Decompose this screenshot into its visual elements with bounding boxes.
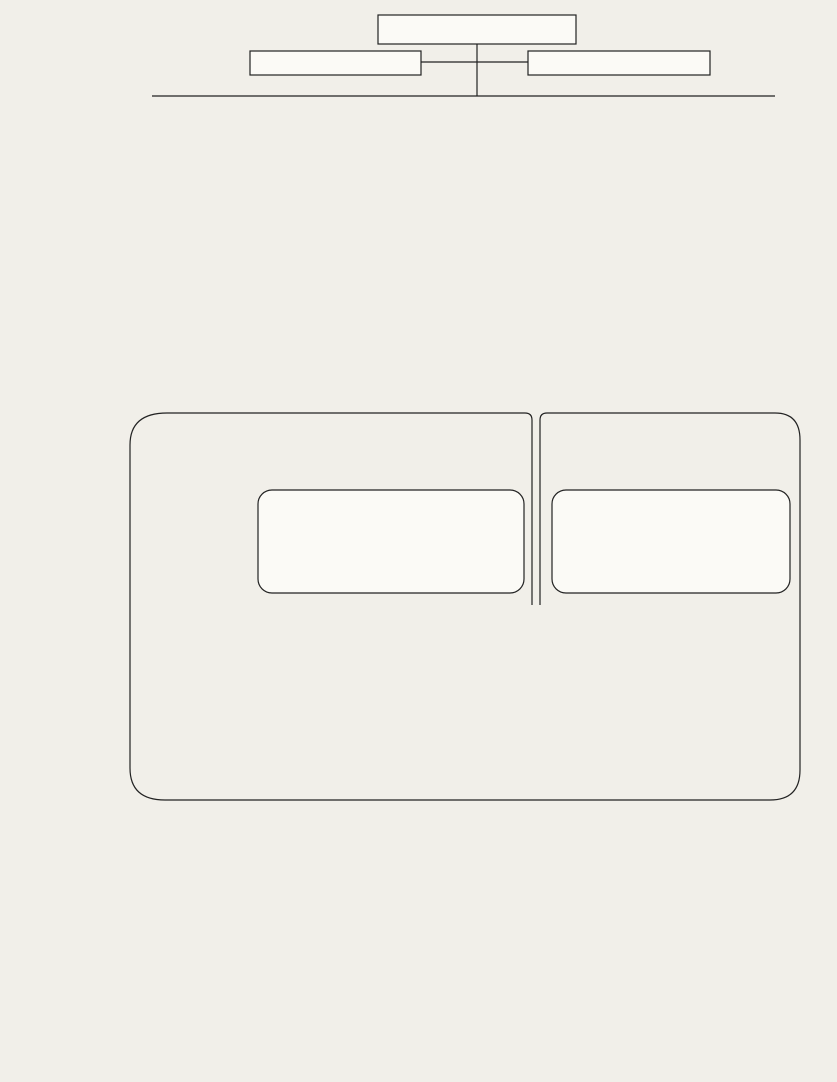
fig2-plant-resources-box [258,490,524,593]
fig1-left-staff-box [250,51,421,75]
fig1-right-staff-box [528,51,710,75]
fig2-bottom-frame [130,605,800,800]
fig1-top-box [378,15,576,44]
fig2-marketing-resources-box [552,490,790,593]
